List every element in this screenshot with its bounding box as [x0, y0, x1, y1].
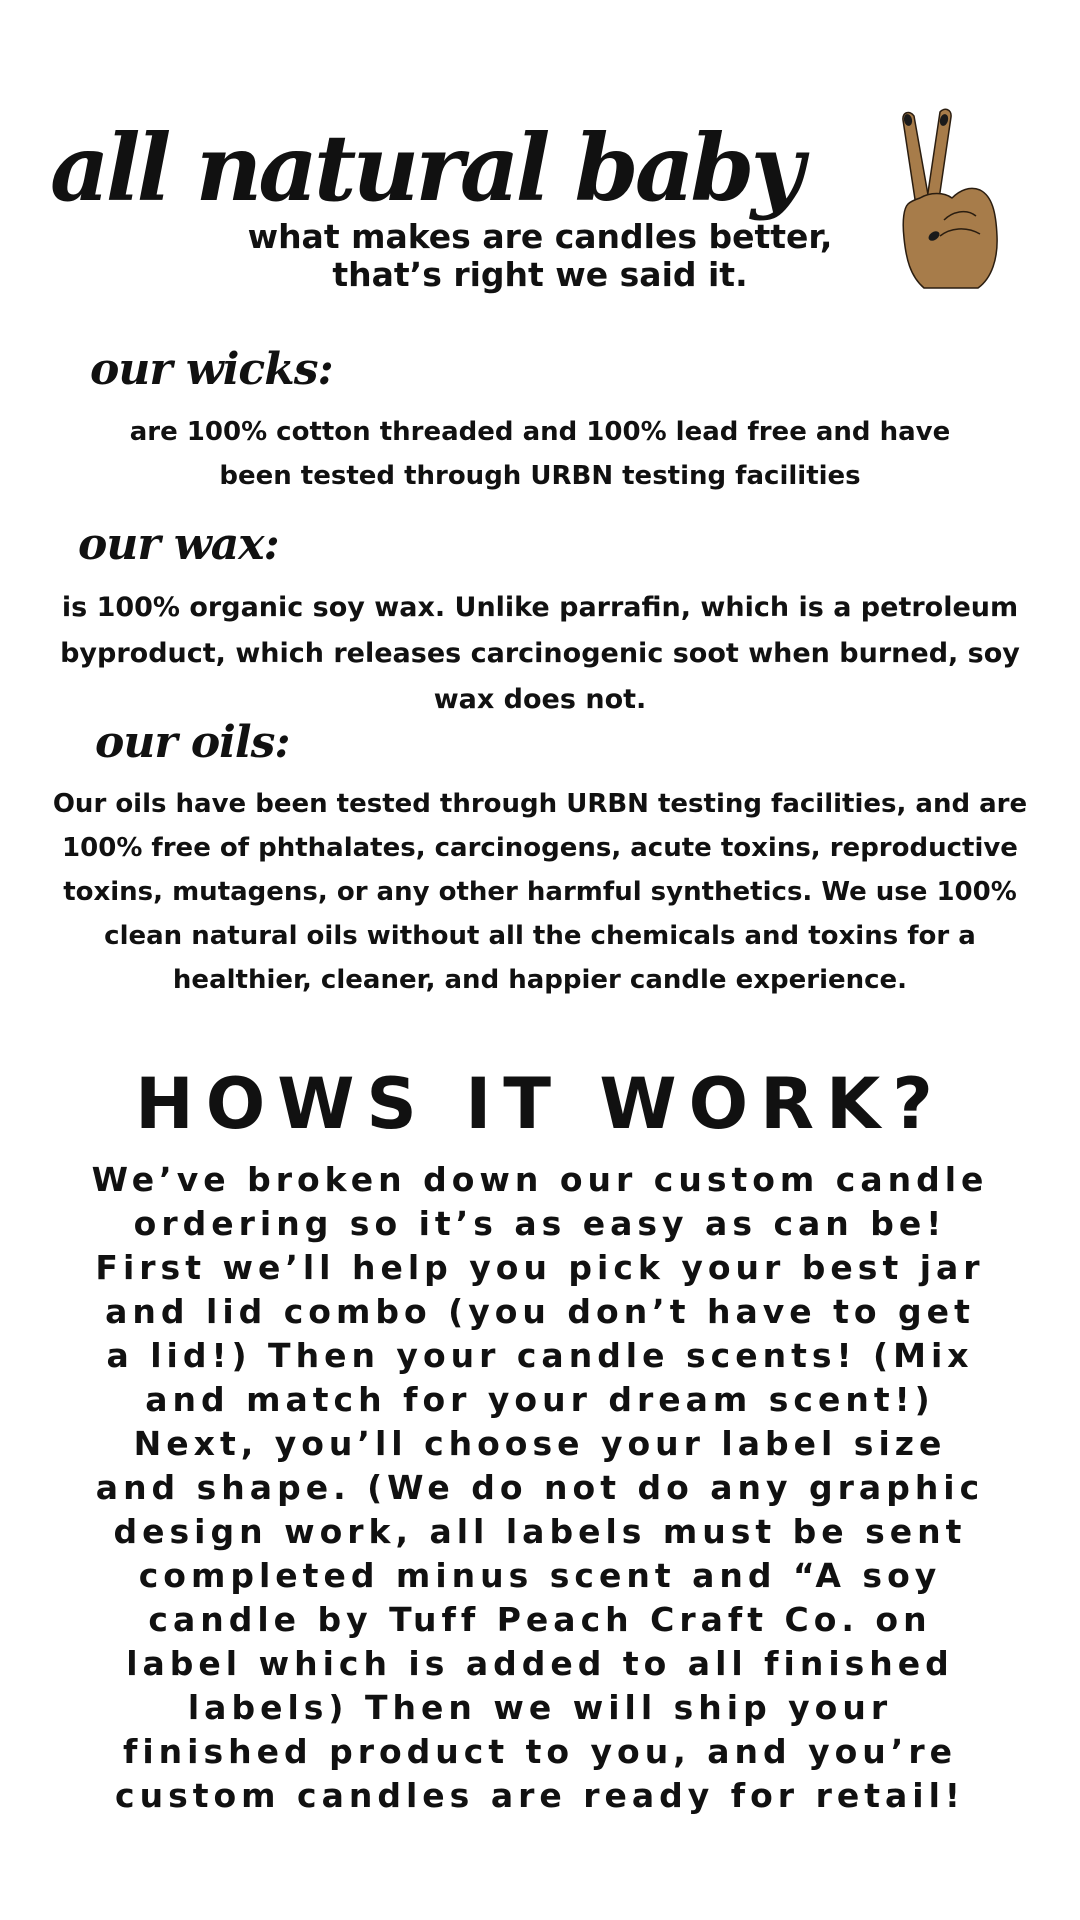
subtitle-line: that’s right we said it. [332, 255, 748, 294]
oils-line: Our oils have been tested through URBN testing facilities, and are [52, 789, 1028, 819]
hows-line: labels) Then we will ship your [187, 1688, 893, 1727]
wicks-line: been tested through URBN testing facilities [219, 461, 861, 491]
hows-line: candle by Tuff Peach Craft Co. on [148, 1600, 932, 1639]
wicks-description [60, 410, 1020, 498]
hows-line: and lid combo (you don’t have to get [105, 1292, 975, 1331]
peace-sign-hand-icon [900, 108, 1000, 293]
page-title: all natural baby [50, 114, 801, 222]
hows-line: Next, you’ll choose your label size [133, 1424, 947, 1463]
hows-line: ordering so it’s as easy as can be! [133, 1204, 947, 1243]
oils-line: clean natural oils without all the chemicals and toxins for a [104, 921, 976, 951]
subtitle-line: what makes are candles better, [247, 217, 833, 256]
hows-it-work-heading: HOWS IT WORK? [135, 1063, 945, 1145]
hows-line: finished product to you, and you’re [123, 1732, 957, 1771]
oils-heading: our oils: [95, 717, 290, 768]
hows-line: We’ve broken down our custom candle [91, 1160, 989, 1199]
oils-line: healthier, cleaner, and happier candle experience. [172, 965, 908, 995]
wax-line: wax does not. [433, 684, 647, 715]
hows-line: custom candles are ready for retail! [115, 1776, 965, 1815]
oils-line: 100% free of phthalates, carcinogens, acute toxins, reproductive [62, 833, 1018, 863]
hows-line: and shape. (We do not do any graphic [95, 1468, 985, 1507]
wax-description [40, 585, 1040, 723]
hows-line: completed minus scent and “A soy [138, 1556, 942, 1595]
oils-line: toxins, mutagens, or any other harmful synthetics. We use 100% [63, 877, 1017, 907]
hows-line: and match for your dream scent!) [145, 1380, 935, 1419]
hows-line: design work, all labels must be sent [113, 1512, 967, 1551]
wicks-heading: our wicks: [90, 344, 333, 395]
hows-line: First we’ll help you pick your best jar [95, 1248, 985, 1287]
page-subtitle [200, 218, 880, 294]
wicks-line: are 100% cotton threaded and 100% lead free and have [129, 417, 951, 447]
wax-heading: our wax: [78, 519, 279, 570]
oils-description [40, 782, 1040, 1002]
wax-line: is 100% organic soy wax. Unlike parrafin, which is a petroleum [61, 592, 1019, 623]
hows-line: label which is added to all finished [126, 1644, 954, 1683]
hows-line: a lid!) Then your candle scents! (Mix [106, 1336, 974, 1375]
hows-it-work-description [30, 1158, 1050, 1818]
wax-line: byproduct, which releases carcinogenic soot when burned, soy [60, 638, 1020, 669]
